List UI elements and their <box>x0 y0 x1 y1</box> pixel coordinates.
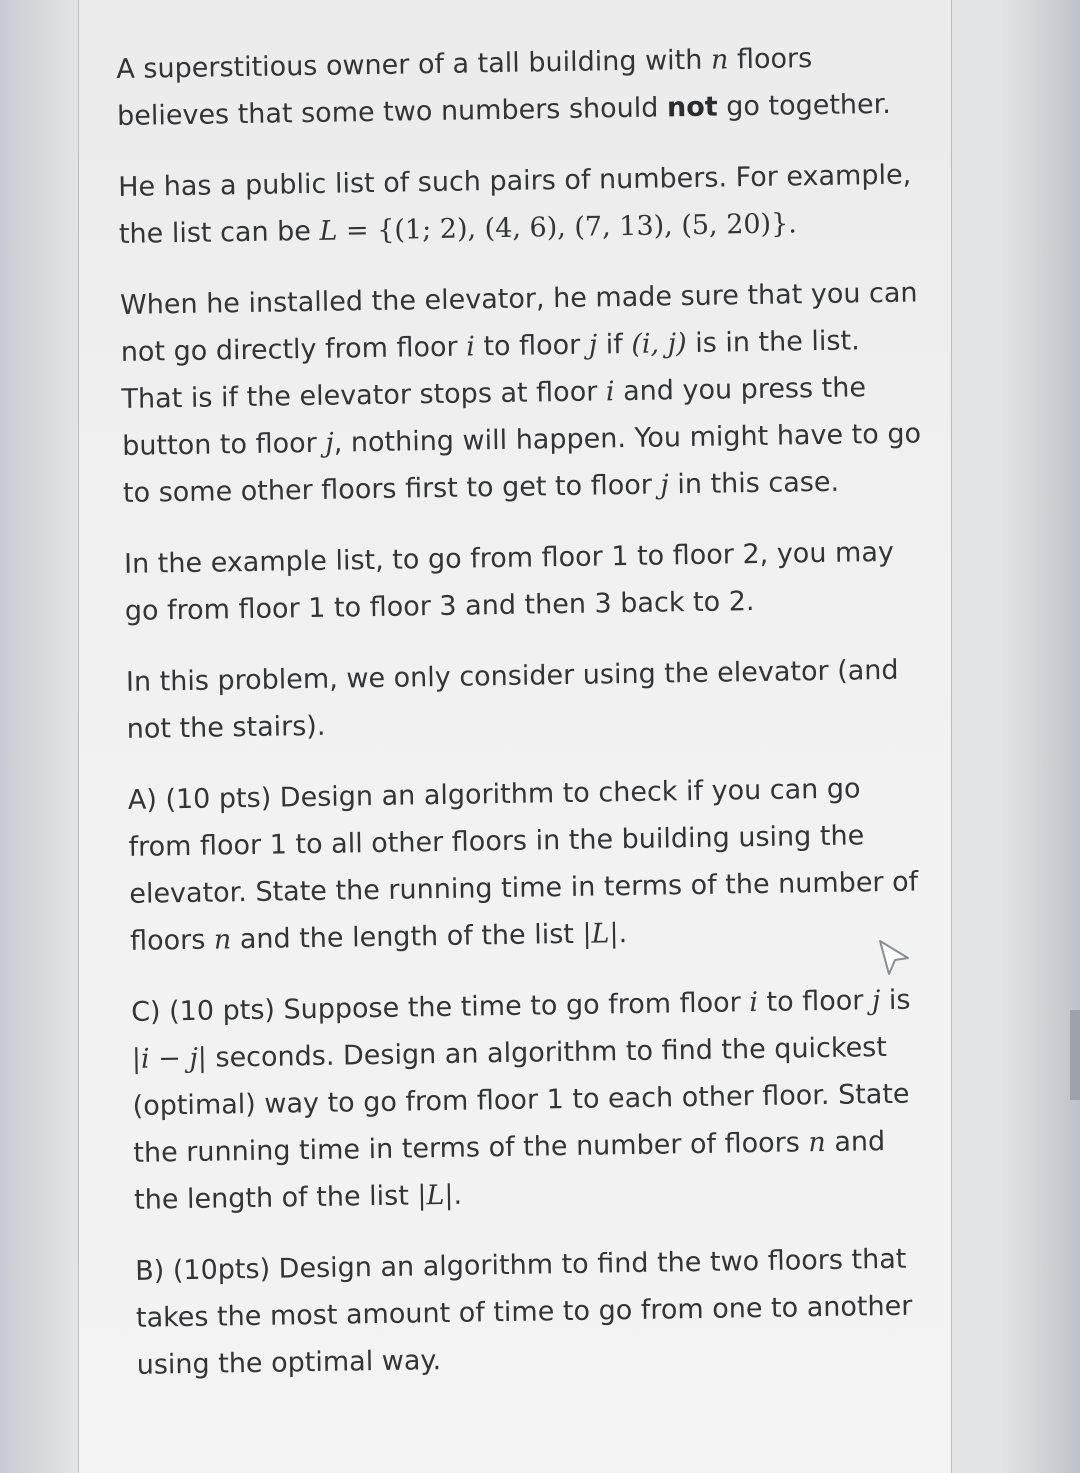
text-span: A superstitious owner of a tall building with <box>116 44 712 85</box>
text-span: , nothing will happen. You might have to go to some other floors first to get to floor <box>122 418 922 509</box>
intro-paragraph <box>116 33 917 140</box>
text-span: . <box>453 1179 463 1211</box>
math-L: L <box>319 215 338 247</box>
scope-paragraph: In this problem, we only consider using the elevator (and not the stairs). <box>125 654 899 745</box>
math-j: j <box>325 427 334 459</box>
mouse-pointer-icon <box>877 938 911 978</box>
math-pair-ij: (i, j) <box>631 328 687 360</box>
text-span: . <box>618 918 628 950</box>
part-c-paragraph <box>131 976 935 1224</box>
example-paragraph: In the example list, to go from floor 1 to floor 2, you may go from floor 1 to floor 3 and then 3 back to 2. <box>123 536 895 627</box>
document-page <box>78 0 952 1473</box>
text-span: go together. <box>717 88 892 123</box>
problem-text <box>116 33 937 1412</box>
math-n: n <box>710 44 729 76</box>
text-span: seconds. Design an algorithm to find the quickest (optimal) way to go from floor 1 to each other floor. State the running time in terms of the number of floors <box>132 1032 910 1169</box>
text-span: and you press the button to floor <box>122 372 867 462</box>
part-a-paragraph <box>127 764 930 965</box>
text-span: floors believes that some two numbers should <box>116 43 813 132</box>
math-j: j <box>588 329 598 361</box>
text-span: to floor <box>757 985 873 1019</box>
screen-edge-bar <box>1070 1010 1080 1100</box>
text-span: and the length of the list <box>133 1126 886 1216</box>
math-j: j <box>660 469 670 501</box>
text-span: is in the list. That is if the elevator stops at floor <box>121 325 860 415</box>
math-j: j <box>871 985 881 1017</box>
math-i: i <box>605 376 615 408</box>
math-abs-L: |L| <box>417 1179 454 1212</box>
part-b-paragraph: B) (10pts) Design an algorithm to find the two floors that takes the most amount of time to go from one to another using the optimal way. <box>135 1243 913 1381</box>
text-span: is <box>880 984 911 1017</box>
list-paragraph <box>118 151 919 258</box>
math-n: n <box>808 1126 827 1159</box>
elevator-paragraph <box>120 269 924 517</box>
text-span: and the length of the list <box>230 918 583 956</box>
math-abs-L: |L| <box>582 918 619 950</box>
text-span: in this case. <box>668 466 840 501</box>
math-abs-i-minus-j: |i − j| <box>131 1042 208 1075</box>
math-i: i <box>749 987 759 1019</box>
text-span: C) (10 pts) Suppose the time to go from floor <box>130 987 750 1028</box>
bold-not: not <box>666 91 718 124</box>
math-i: i <box>465 331 476 363</box>
text-span: When he installed the elevator, he made sure that you can not go directly from floor <box>119 277 918 368</box>
text-span: to floor <box>474 329 590 363</box>
text-span: He has a public list of such pairs of numbers. For example, the list can be <box>117 159 912 250</box>
text-span: A) (10 pts) Design an algorithm to check if you can go from floor 1 to all other floors in the building using the elevator. State the running time in terms of the number of floors <box>127 773 919 957</box>
text-span: if <box>596 328 632 361</box>
math-list-set: = {(1; 2), (4, 6), (7, 13), (5, 20)}. <box>337 208 798 247</box>
math-n: n <box>213 924 232 956</box>
